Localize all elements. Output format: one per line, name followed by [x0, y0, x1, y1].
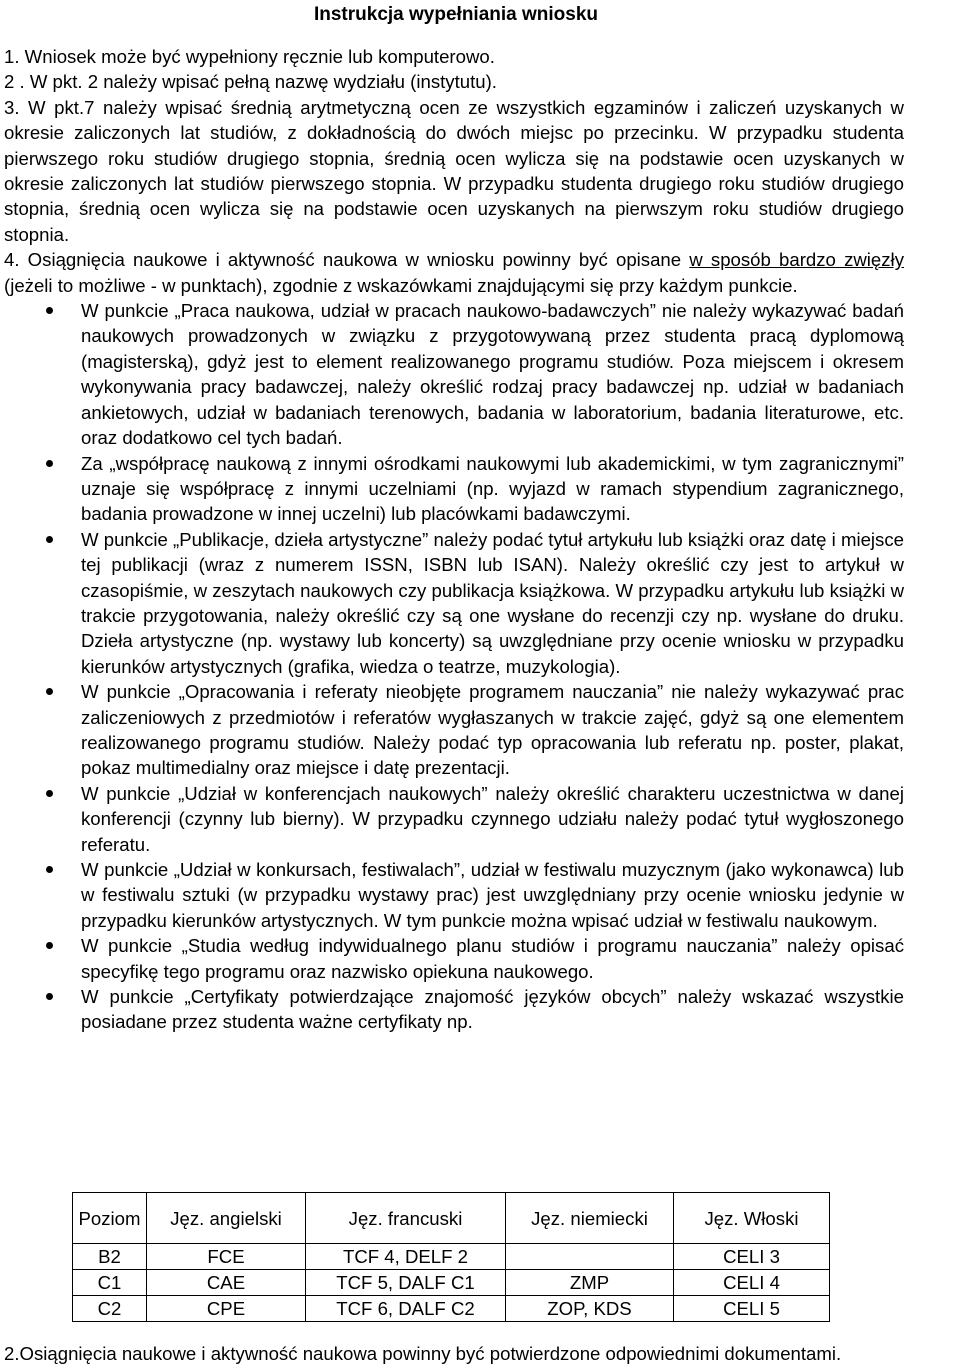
- table-header-cell: Poziom: [73, 1193, 147, 1244]
- table-cell: ZMP: [506, 1270, 674, 1296]
- table-cell: C1: [73, 1270, 147, 1296]
- table-header-cell: Jęz. niemiecki: [506, 1193, 674, 1244]
- item-4-end: (jeżeli to możliwe - w punktach), zgodnie z wskazówkami znajdującymi się przy każdym punkcie.: [4, 274, 798, 296]
- certificates-table: [72, 1192, 830, 1322]
- bullet-list: [4, 298, 904, 1035]
- table-header-row: [73, 1193, 830, 1244]
- table-cell: ZOP, KDS: [506, 1296, 674, 1322]
- table-row: [73, 1296, 830, 1322]
- table-row: [73, 1270, 830, 1296]
- item-2: 2 . W pkt. 2 należy wpisać pełną nazwę wydziału (instytutu).: [4, 71, 497, 93]
- table-row: [73, 1244, 830, 1270]
- bullet-item: W punkcie „Studia według indywidualnego planu studiów i programu nauczania” należy opisać specyfikę tego programu oraz nazwisko opiekuna naukowego.: [4, 933, 904, 984]
- table-cell: FCE: [147, 1244, 306, 1270]
- footer-note: 2.Osiągnięcia naukowe i aktywność naukowa powinny być potwierdzone odpowiednimi dokumentami.: [4, 1342, 842, 1364]
- bullet-item: Za „współpracę naukową z innymi ośrodkami naukowymi lub akademickimi, w tym zagranicznymi” uznaje się współpracę z innymi uczelniami (np. wyjazd w ramach stypendium zagranicznego, badania prowadzone w innej uczelni) lub placówkami badawczymi.: [4, 451, 904, 527]
- table-cell: CAE: [147, 1270, 306, 1296]
- bullet-item: W punkcie „Certyfikaty potwierdzające znajomość języków obcych” należy wskazać wszystkie posiadane przez studenta ważne certyfikaty np.: [4, 984, 904, 1035]
- table-cell: CELI 5: [674, 1296, 830, 1322]
- table-cell: TCF 6, DALF C2: [306, 1296, 506, 1322]
- bullet-item: W punkcie „Praca naukowa, udział w pracach naukowo-badawczych” nie należy wykazywać badań naukowych prowadzonych w związku z przygotowywaną przez studenta pracą dyplomową (magisterską), gdyż jest to element realizowanego programu studiów. Poza miejscem i okresem wykonywania pracy badawczej, należy określić rodzaj pracy badawczej np. udział w badaniach ankietowych, udział w badaniach terenowych, badania w laboratorium, badania literaturowe, etc. oraz dodatkowo cel tych badań.: [4, 298, 904, 450]
- item-3: 3. W pkt.7 należy wpisać średnią arytmetyczną ocen ze wszystkich egzaminów i zaliczeń uzyskanych w okresie zaliczonych lat studiów, z dokładnością do dwóch miejsc po przecinku. W przypadku studenta pierwszego roku studiów drugiego stopnia, średnią ocen wylicza się na podstawie ocen uzyskanych w okresie zaliczonych lat studiów pierwszego stopnia. W przypadku studenta drugiego roku studiów drugiego stopnia, średnią ocen wylicza się na podstawie ocen uzyskanych na pierwszym roku studiów drugiego stopnia.: [4, 96, 904, 245]
- table-cell: B2: [73, 1244, 147, 1270]
- table-header-cell: Jęz. francuski: [306, 1193, 506, 1244]
- table-cell: CELI 4: [674, 1270, 830, 1296]
- table-cell: [506, 1244, 674, 1270]
- bullet-item: W punkcie „Udział w konferencjach naukowych” należy określić charakteru uczestnictwa w danej konferencji (czynny lub bierny). W przypadku czynnego udziału należy podać tytuł wygłoszonego referatu.: [4, 781, 904, 857]
- table-header-cell: Jęz. Włoski: [674, 1193, 830, 1244]
- table-cell: TCF 4, DELF 2: [306, 1244, 506, 1270]
- item-4: [4, 247, 904, 298]
- table-cell: C2: [73, 1296, 147, 1322]
- bullet-item: W punkcie „Opracowania i referaty nieobjęte programem nauczania” nie należy wykazywać prac zaliczeniowych z przedmiotów i referatów wygłaszanych w trakcie zajęć, gdyż są one elementem realizowanego programu studiów. Należy podać typ opracowania lub referatu np. poster, plakat, pokaz multimedialny oraz miejsce i datę prezentacji.: [4, 679, 904, 781]
- document-body: [4, 0, 904, 1035]
- table-cell: CPE: [147, 1296, 306, 1322]
- bullet-item: W punkcie „Udział w konkursach, festiwalach”, udział w festiwalu muzycznym (jako wykonawca) lub w festiwalu sztuki (w przypadku wystawy prac) jest uwzględniany przy ocenie wniosku jedynie w przypadku kierunków artystycznych. W tym punkcie można wpisać udział w festiwalu naukowym.: [4, 857, 904, 933]
- bullet-item: W punkcie „Publikacje, dzieła artystyczne” należy podać tytuł artykułu lub książki oraz datę i miejsce tej publikacji (wraz z numerem ISSN, ISBN lub ISAN). Należy określić czy jest to artykuł w czasopiśmie, w zeszytach naukowych czy publikacja książkowa. W przypadku artykułu lub książki w trakcie przygotowania, należy określić czy są one wysłane do recenzji czy np. wysłane do druku. Dzieła artystyczne (np. wystawy lub koncerty) są uwzględniane przy ocenie wniosku w przypadku kierunków artystycznych (grafika, wiedza o teatrze, muzykologia).: [4, 527, 904, 679]
- item-4-start: 4. Osiągnięcia naukowe i aktywność naukowa w wniosku powinny być opisane: [4, 249, 690, 271]
- item-1: 1. Wniosek może być wypełniony ręcznie lub komputerowo.: [4, 46, 495, 67]
- page-title: Instrukcja wypełniania wniosku: [313, 4, 599, 25]
- table-header-cell: Jęz. angielski: [147, 1193, 306, 1244]
- table-cell: TCF 5, DALF C1: [306, 1270, 506, 1296]
- table-cell: CELI 3: [674, 1244, 830, 1270]
- item-4-underlined: w sposób bardzo zwięzły: [689, 249, 904, 271]
